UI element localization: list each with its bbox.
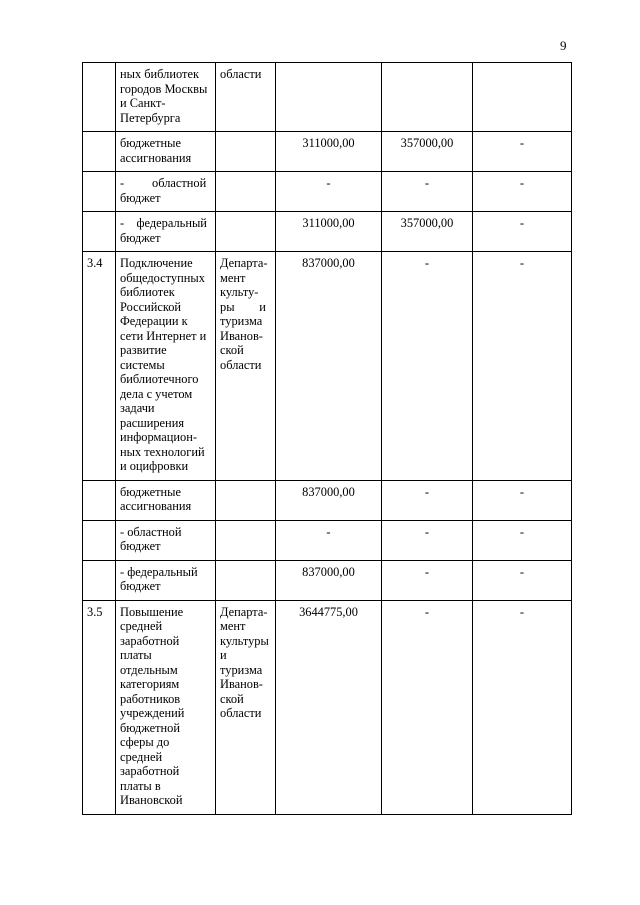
cell-name	[116, 600, 216, 814]
name-line: Петербурга	[120, 110, 181, 125]
executor-line: мент	[220, 619, 246, 633]
executor-line: культуры	[220, 633, 269, 648]
cell-value-year-1: 837000,00	[276, 252, 382, 481]
name-line: ных технологий	[120, 444, 205, 459]
name-line: учреждений	[120, 706, 185, 720]
name-line: отдельным	[120, 662, 178, 677]
executor-line: области	[220, 357, 262, 372]
name-line: ассигнования	[120, 150, 192, 165]
executor-line: Иванов-	[220, 677, 263, 691]
cell-value-year-3: -	[473, 252, 572, 481]
cell-name	[116, 520, 216, 560]
executor-line: мент	[220, 270, 246, 285]
name-line: городов Москвы	[120, 81, 208, 96]
name-line: бюджет	[120, 190, 161, 205]
cell-executor	[216, 172, 276, 212]
name-line: средней	[120, 619, 163, 633]
name-line: Ивановской	[120, 793, 183, 807]
name-line: развитие	[120, 343, 167, 357]
cell-value-year-1: -	[276, 520, 382, 560]
name-line: заработной	[120, 764, 180, 778]
table-row	[83, 600, 572, 814]
cell-executor	[216, 252, 276, 481]
cell-number: 3.4	[83, 252, 116, 481]
cell-value-year-2: -	[382, 560, 473, 600]
cell-value-year-3: -	[473, 480, 572, 520]
cell-number	[83, 520, 116, 560]
table-row	[83, 132, 572, 172]
name-line: сферы до	[120, 735, 170, 749]
cell-value-year-1	[276, 63, 382, 132]
cell-value-year-3: -	[473, 600, 572, 814]
name-line: заработной	[120, 633, 180, 648]
cell-executor	[216, 560, 276, 600]
executor-line: области	[220, 67, 262, 81]
name-line: сети Интернет и	[120, 328, 207, 343]
table-row	[83, 172, 572, 212]
cell-number	[83, 132, 116, 172]
cell-number	[83, 172, 116, 212]
cell-executor	[216, 520, 276, 560]
cell-number	[83, 63, 116, 132]
cell-name	[116, 480, 216, 520]
name-line: Подключение	[120, 256, 193, 270]
cell-value-year-2: -	[382, 252, 473, 481]
cell-executor	[216, 480, 276, 520]
name-line: бюджет	[120, 579, 161, 593]
name-line: Повышение	[120, 604, 184, 619]
cell-executor	[216, 132, 276, 172]
cell-value-year-1: 837000,00	[276, 480, 382, 520]
cell-value-year-3: -	[473, 172, 572, 212]
executor-line: Департа-	[220, 604, 268, 619]
cell-name	[116, 63, 216, 132]
table-row	[83, 480, 572, 520]
name-line: - областной	[120, 524, 182, 539]
name-line: и Санкт-	[120, 96, 166, 110]
name-line: информацион-	[120, 430, 197, 444]
name-line: бюджетные	[120, 484, 182, 499]
cell-executor	[216, 600, 276, 814]
cell-value-year-1: 311000,00	[276, 132, 382, 172]
cell-number	[83, 480, 116, 520]
cell-value-year-1: 837000,00	[276, 560, 382, 600]
cell-executor	[216, 63, 276, 132]
name-line: Российской	[120, 299, 182, 314]
name-line: работников	[120, 691, 181, 706]
cell-number	[83, 560, 116, 600]
name-line: средней	[120, 749, 163, 764]
cell-value-year-2: 357000,00	[382, 132, 473, 172]
executor-line: и	[220, 648, 227, 662]
name-line: категориям	[120, 677, 180, 691]
cell-value-year-2: -	[382, 600, 473, 814]
cell-value-year-3	[473, 63, 572, 132]
cell-value-year-2	[382, 63, 473, 132]
name-line: - федеральный	[120, 216, 207, 230]
executor-line: культу-	[220, 285, 259, 299]
cell-value-year-3: -	[473, 212, 572, 252]
table-row	[83, 252, 572, 481]
table-row	[83, 560, 572, 600]
executor-line: ской	[220, 343, 244, 357]
page-number: 9	[560, 38, 567, 53]
name-line: библиотечного	[120, 372, 199, 386]
name-line: ных библиотек	[120, 67, 199, 81]
cell-value-year-2: -	[382, 480, 473, 520]
name-line: расширения	[120, 415, 185, 430]
name-line: бюджет	[120, 539, 161, 553]
cell-name	[116, 212, 216, 252]
name-line: - федеральный	[120, 564, 198, 579]
cell-value-year-2: -	[382, 520, 473, 560]
name-line: бюджетной	[120, 720, 181, 735]
name-line: и оцифровки	[120, 459, 189, 473]
cell-executor	[216, 212, 276, 252]
cell-name	[116, 132, 216, 172]
cell-value-year-2: -	[382, 172, 473, 212]
executor-line: области	[220, 706, 262, 720]
cell-value-year-1: 3644775,00	[276, 600, 382, 814]
cell-name	[116, 172, 216, 212]
executor-line: ской	[220, 691, 244, 706]
name-line: системы	[120, 357, 165, 372]
name-line: дела с учетом	[120, 386, 193, 401]
cell-name	[116, 252, 216, 481]
name-line: Федерации к	[120, 314, 188, 328]
executor-line: Департа-	[220, 256, 268, 270]
executor-line: ры и	[220, 299, 266, 314]
table-row	[83, 63, 572, 132]
cell-number: 3.5	[83, 600, 116, 814]
cell-value-year-3: -	[473, 132, 572, 172]
table-row	[83, 520, 572, 560]
name-line: ассигнования	[120, 499, 192, 513]
name-line: бюджет	[120, 230, 161, 245]
table-row	[83, 212, 572, 252]
cell-name	[116, 560, 216, 600]
executor-line: туризма	[220, 314, 263, 328]
name-line: задачи	[120, 401, 155, 415]
name-line: общедоступных	[120, 270, 205, 285]
cell-value-year-3: -	[473, 520, 572, 560]
name-line: - областной	[120, 176, 207, 190]
cell-value-year-3: -	[473, 560, 572, 600]
cell-value-year-1: -	[276, 172, 382, 212]
name-line: платы	[120, 648, 152, 662]
executor-line: туризма	[220, 662, 263, 677]
cell-number	[83, 212, 116, 252]
executor-line: Иванов-	[220, 328, 263, 343]
name-line: библиотек	[120, 285, 175, 299]
budget-table	[82, 62, 572, 815]
cell-value-year-2: 357000,00	[382, 212, 473, 252]
cell-value-year-1: 311000,00	[276, 212, 382, 252]
name-line: платы в	[120, 778, 161, 793]
name-line: бюджетные	[120, 136, 182, 150]
